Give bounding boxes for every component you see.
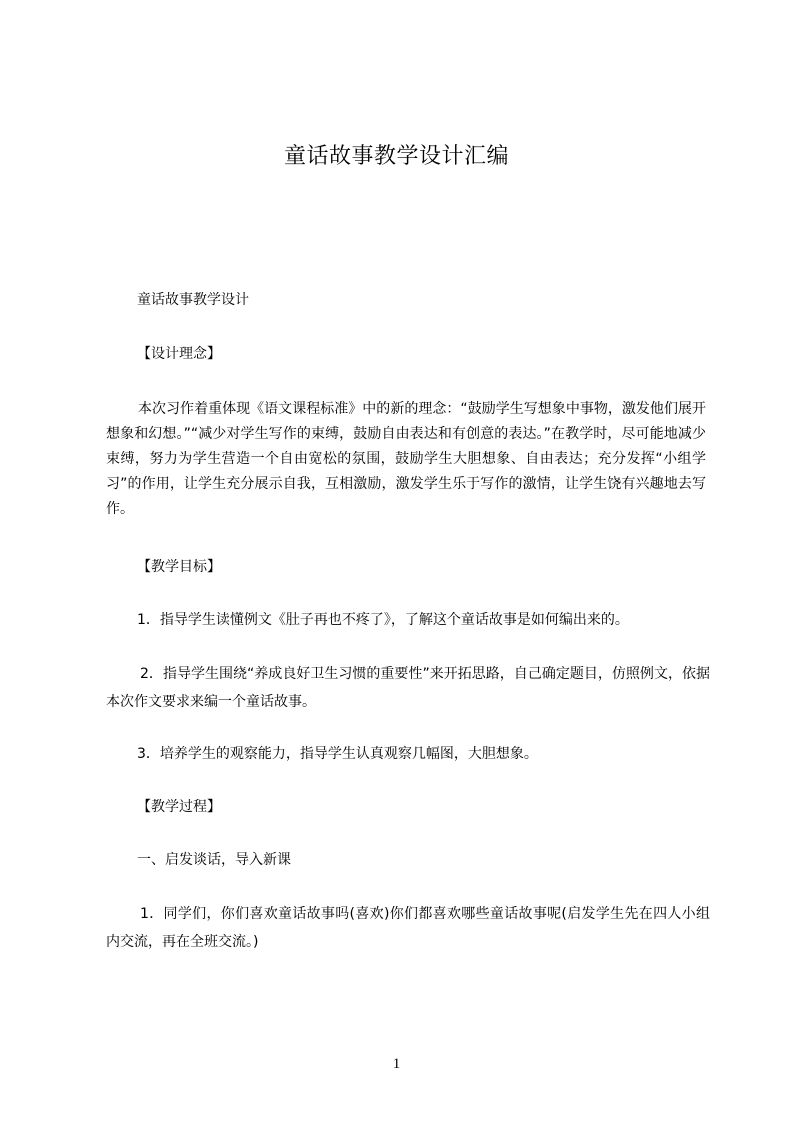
process-step-1: 一、启发谈话，导入新课: [137, 852, 291, 868]
document-title: 童话故事教学设计汇编: [283, 144, 509, 169]
objective-item-2: 2．指导学生围绕“养成良好卫生习惯的重要性”来开拓思路，自己确定题目，仿照例文，依据本次作文要求来编一个童话故事。: [106, 666, 710, 710]
objective-item-1: 1．指导学生读懂例文《肚子再也不疼了》，了解这个童话故事是如何编出来的。: [137, 612, 629, 628]
objective-item-3: 3．培养学生的观察能力，指导学生认真观察几幅图，大胆想象。: [137, 746, 538, 762]
page-number: 1: [392, 1056, 401, 1072]
process-heading: 【教学过程】: [137, 799, 221, 815]
process-item-1: 1．同学们，你们喜欢童话故事吗(喜欢)你们都喜欢哪些童话故事呢(启发学生先在四人小组内交流，再在全班交流。): [106, 906, 710, 950]
design-concept-heading: 【设计理念】: [137, 346, 221, 362]
objectives-heading: 【教学目标】: [137, 559, 221, 575]
document-subtitle: 童话故事教学设计: [137, 292, 249, 308]
design-concept-paragraph: 本次习作着重体现《语文课程标准》中的新的理念：“鼓励学生写想象中事物，激发他们展开想象和幻想。”“减少对学生写作的束缚，鼓励自由表达和有创意的表达。”在教学时，尽可能地减少束缚，努力为学生营造一个自由宽松的氛围，鼓励学生大胆想象、自由表达；充分发挥“小组学习”的作用，让学生充分展示自我，互相激励，激发学生乐于写作的激情，让学生饶有兴趣地去写作。: [106, 401, 706, 517]
